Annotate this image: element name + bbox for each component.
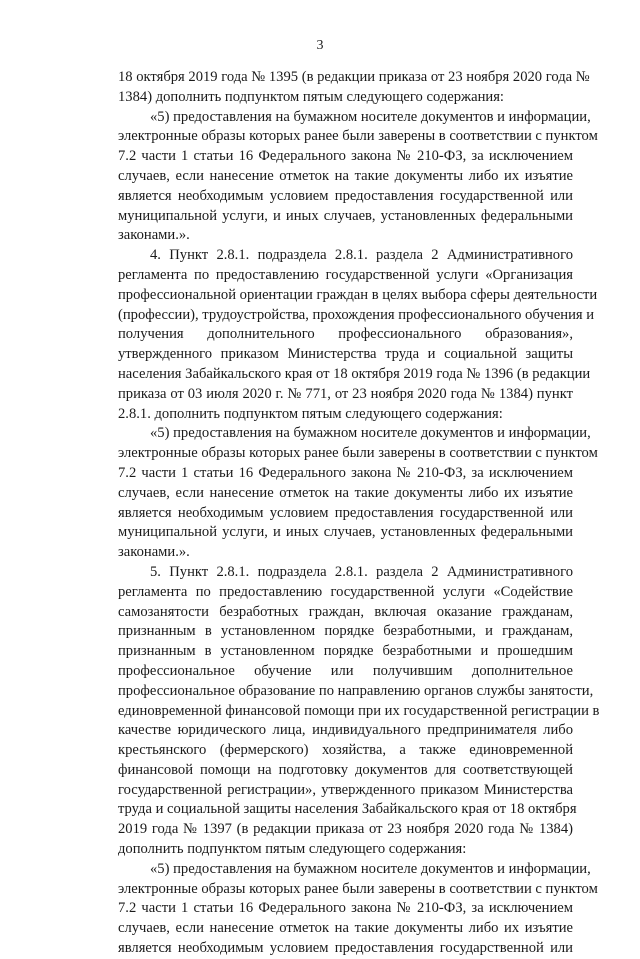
text-line: регламента по предоставлению государственной услуги «Организация <box>118 266 573 283</box>
document-body <box>118 68 600 959</box>
text-line: муниципальной услуги, и иных случаев, установленных федеральными <box>118 524 573 541</box>
text-line: труда и социальной защиты населения Забайкальского края от 18 октября <box>118 801 577 818</box>
text-line: получения дополнительного профессионального образования», <box>118 326 573 343</box>
text-line: случаев, если нанесение отметок на такие документы либо их изъятие <box>118 920 573 937</box>
text-line: является необходимым условием предоставления государственной или <box>118 187 573 204</box>
text-line: 5. Пункт 2.8.1. подраздела 2.8.1. раздела 2 Административного <box>150 563 573 580</box>
text-line: является необходимым условием предоставления государственной или <box>118 504 573 521</box>
text-line: регламента по предоставлению государственной услуги «Содействие <box>118 583 573 600</box>
text-line: 2019 года № 1397 (в редакции приказа от 23 ноября 2020 года № 1384) <box>118 821 573 838</box>
text-line: является необходимым условием предоставления государственной или <box>118 940 573 957</box>
text-line: 18 октября 2019 года № 1395 (в редакции приказа от 23 ноября 2020 года № <box>118 69 590 85</box>
text-line: 7.2 части 1 статьи 16 Федерального закона № 210-ФЗ, за исключением <box>118 900 573 917</box>
text-line: признанным в установленном порядке безработными, и гражданам, <box>118 623 573 640</box>
text-line: единовременной финансовой помощи при их государственной регистрации в <box>118 702 600 719</box>
text-line: законами.». <box>118 227 190 244</box>
text-line: электронные образы которых ранее были заверены в соответствии с пунктом <box>118 445 598 462</box>
text-line: электронные образы которых ранее были заверены в соответствии с пунктом <box>118 880 598 897</box>
text-line: 4. Пункт 2.8.1. подраздела 2.8.1. раздела 2 Административного <box>150 247 573 264</box>
text-line: профессиональное обучение или получившим дополнительное <box>118 662 573 679</box>
text-line: 2.8.1. дополнить подпунктом пятым следующего содержания: <box>118 405 503 422</box>
text-line: утвержденного приказом Министерства труда и социальной защиты <box>118 346 573 363</box>
text-line: профессиональной ориентации граждан в целях выбора сферы деятельности <box>118 286 598 303</box>
text-line: «5) предоставления на бумажном носителе документов и информации, <box>150 860 591 877</box>
text-line: 7.2 части 1 статьи 16 Федерального закона № 210-ФЗ, за исключением <box>118 148 573 165</box>
text-line: крестьянского (фермерского) хозяйства, а также единовременной <box>118 742 573 759</box>
text-line: самозанятости безработных граждан, включая оказание гражданам, <box>118 603 573 620</box>
text-line: муниципальной услуги, и иных случаев, установленных федеральными <box>118 207 573 224</box>
text-line: населения Забайкальского края от 18 октября 2019 года № 1396 (в редакции <box>118 365 591 382</box>
text-line: (профессии), трудоустройства, прохождения профессионального обучения и <box>118 306 595 323</box>
text-line: приказа от 03 июля 2020 г. № 771, от 23 ноября 2020 года № 1384) пункт <box>118 385 573 402</box>
text-line: законами.». <box>118 544 190 561</box>
text-line: «5) предоставления на бумажном носителе документов и информации, <box>150 425 591 442</box>
text-line: 7.2 части 1 статьи 16 Федерального закона № 210-ФЗ, за исключением <box>118 464 573 481</box>
text-line: случаев, если нанесение отметок на такие документы либо их изъятие <box>118 484 573 501</box>
text-line: случаев, если нанесение отметок на такие документы либо их изъятие <box>118 167 573 184</box>
text-line: признанным в установленном порядке безработными и прошедшим <box>118 643 573 660</box>
text-line: электронные образы которых ранее были заверены в соответствии с пунктом <box>118 128 598 145</box>
text-line: дополнить подпунктом пятым следующего содержания: <box>118 841 467 858</box>
text-line: профессиональное образование по направлению органов службы занятости, <box>118 682 594 699</box>
text-line: государственной регистрации», утвержденного приказом Министерства <box>118 781 573 798</box>
text-line: 1384) дополнить подпунктом пятым следующего содержания: <box>118 88 504 105</box>
page-number: 3 <box>316 38 324 53</box>
text-line: качестве юридического лица, индивидуального предпринимателя либо <box>118 722 573 739</box>
text-line: финансовой помощи на подготовку документов для соответствующей <box>118 761 573 778</box>
text-line: «5) предоставления на бумажном носителе документов и информации, <box>150 108 591 125</box>
